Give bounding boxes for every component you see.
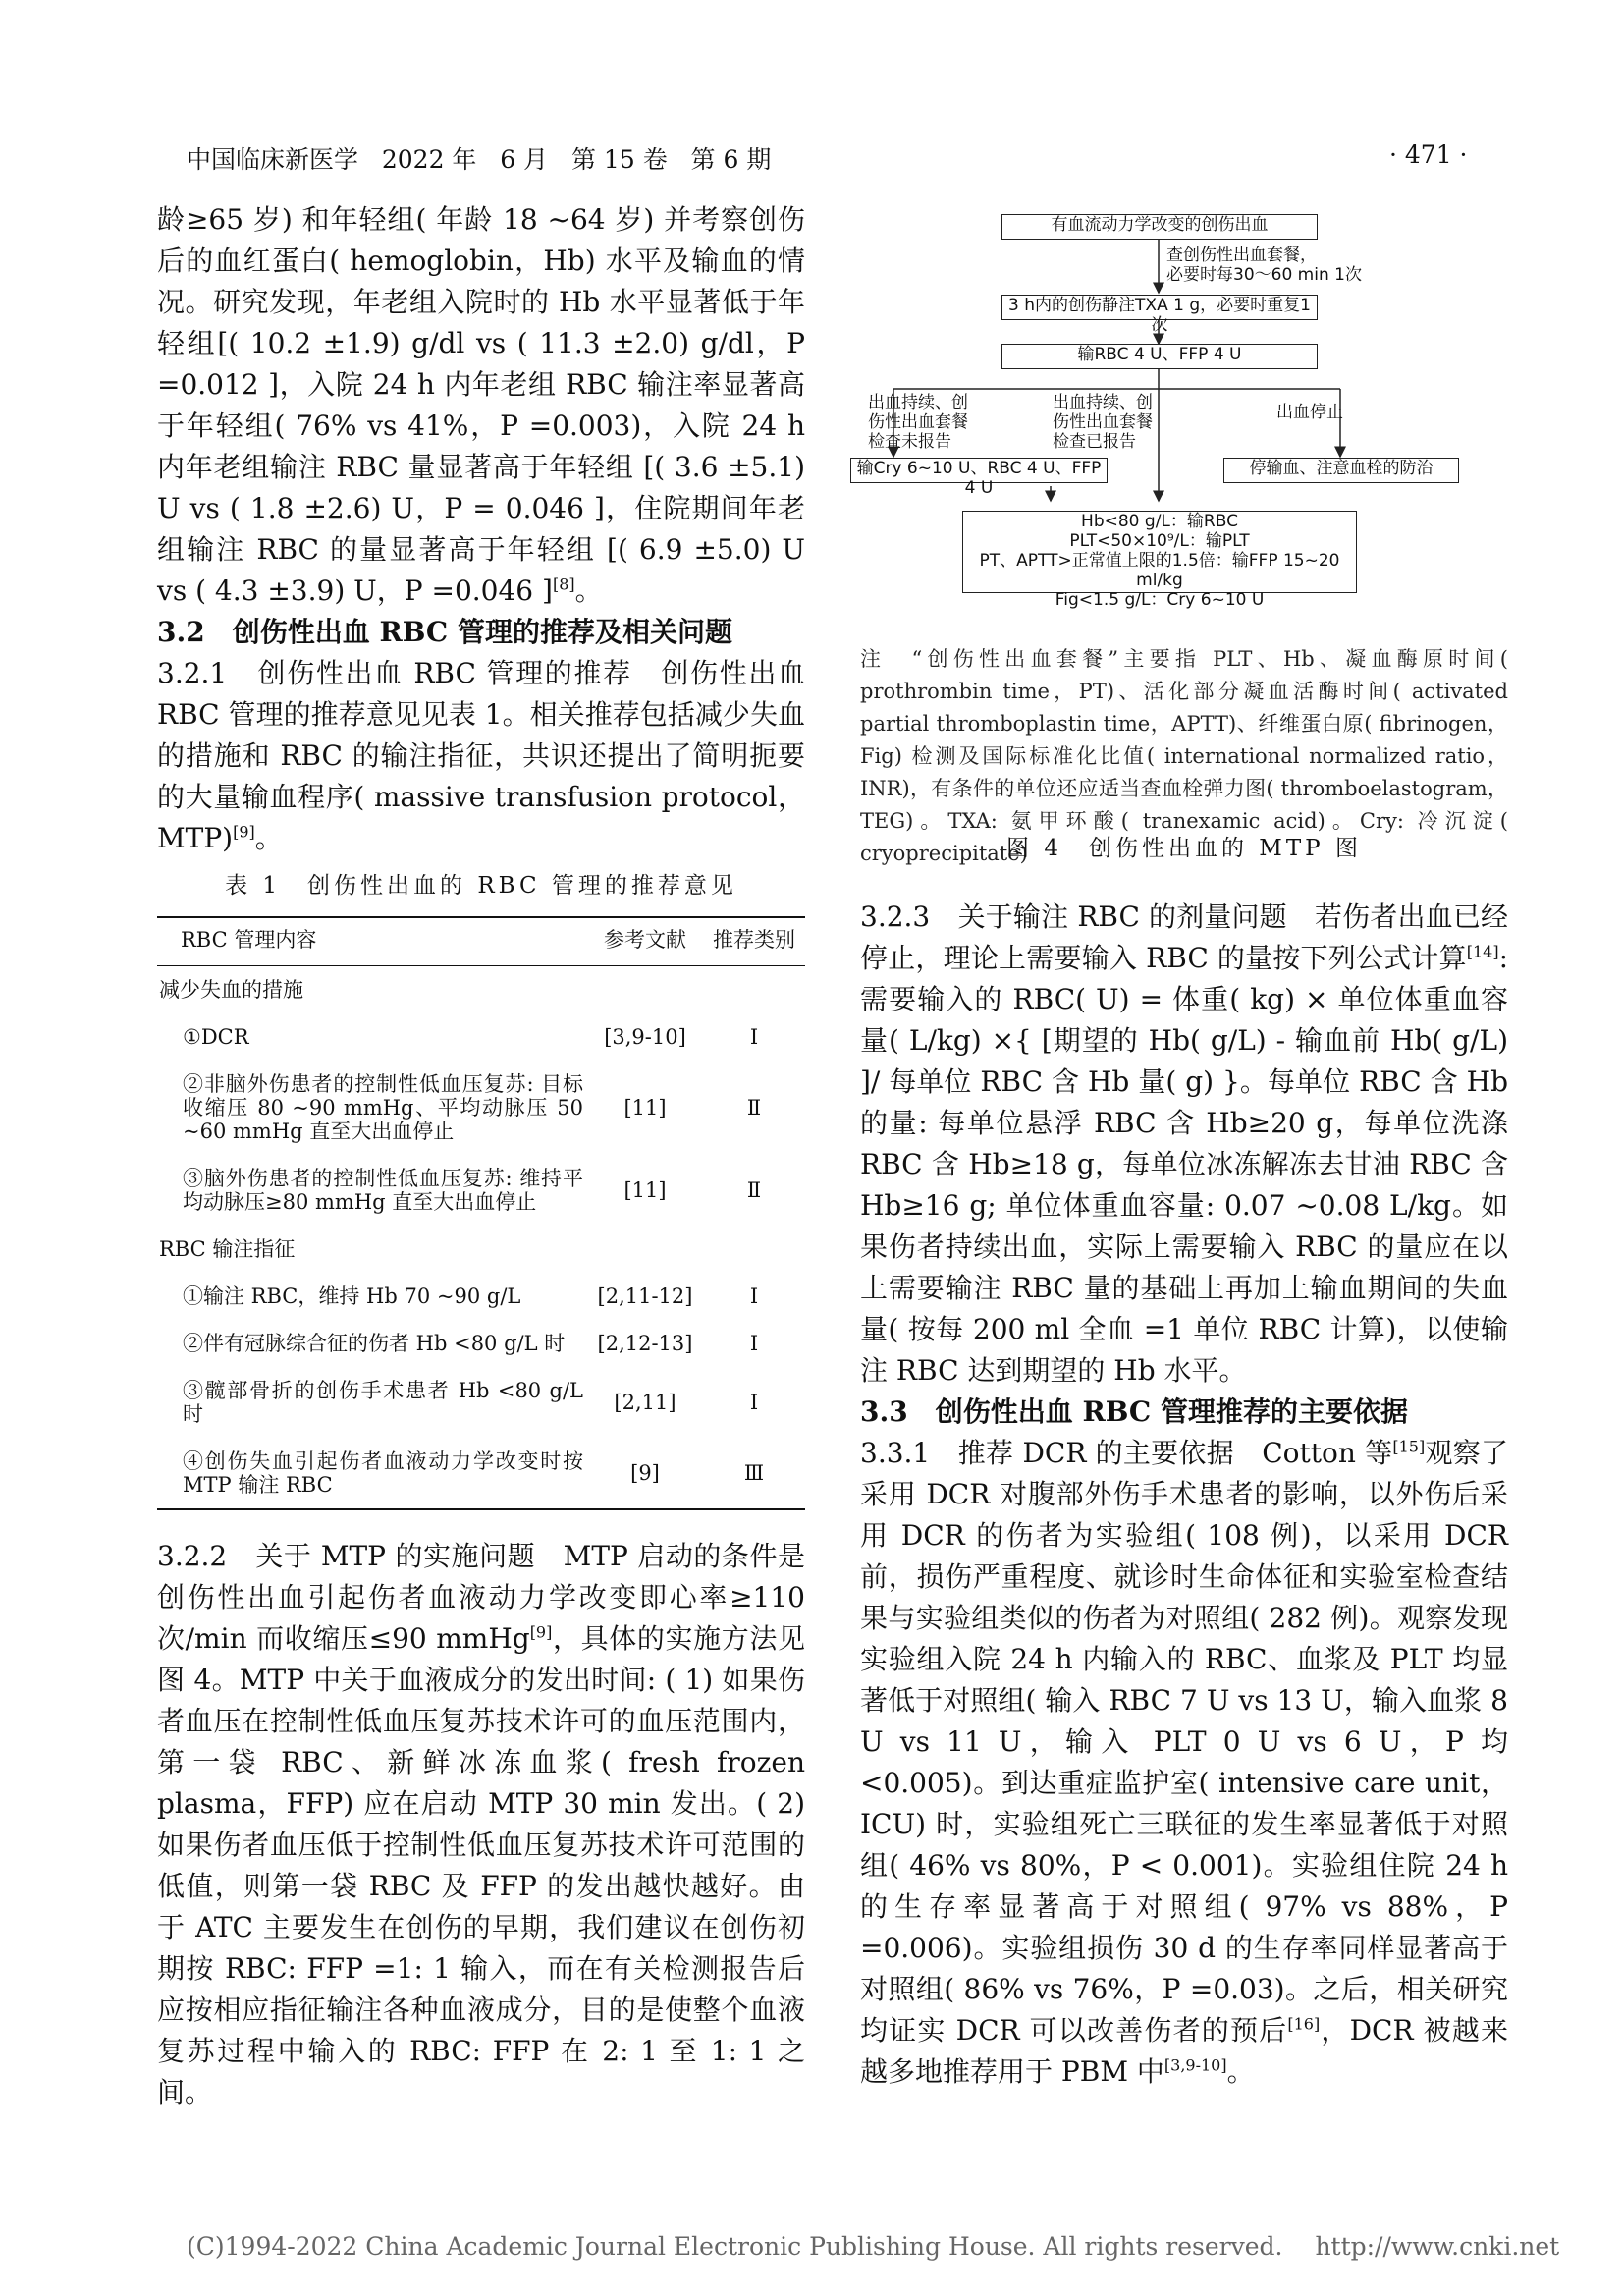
table-cell: [2,11-12] — [597, 1285, 693, 1308]
citation[interactable]: [15] — [1392, 1437, 1426, 1456]
table-cell: Ⅲ — [703, 1438, 805, 1509]
paragraph-age-groups: 龄≥65 岁) 和年轻组( 年龄 18 ~64 岁) 并考察创伤后的血红蛋白( hemoglobin，Hb) 水平及输血的情况。研究发现，年老组入院时的 Hb 水平显著低于年轻组[( 10.2 ±1.9) g/dl vs ( 11.3 ±2.0) g/dl，P =0.012 ]，入院 24 h 内年老组 RBC 输注率显著高于年轻组( 76% vs 41%，P =0.003)，入院 24 h 内年老组输注 RBC 量显著高于年轻组 [( 3.6 ±5.1) U vs ( 1.8 ±2.6) U，P = 0.046 ]，住院期间年老组输注 RBC 的量显著高于年轻组 [( 6.9 ±5.0) U vs ( 4.3 ±3.9) U，P =0.046 ][8]。 — [157, 203, 805, 607]
table-header: RBC 管理内容 — [157, 917, 587, 966]
table-cell: Ⅰ — [749, 1285, 759, 1308]
table-cell: [9] — [587, 1438, 703, 1509]
table-cell: Ⅰ — [749, 1391, 759, 1414]
flow-label-bleeding-stopped: 出血停止 — [1276, 403, 1343, 422]
left-column — [157, 199, 805, 2113]
flow-label-reported: 出血持续、创 伤性出血套餐 检查已报告 — [1053, 393, 1153, 452]
table-cell: ④创伤失血引起伤者血液动力学改变时按 MTP 输注 RBC — [157, 1438, 587, 1509]
journal-year: 2022 年 — [381, 145, 477, 174]
figure-caption: 图 4 创伤性出血的 MTP 图 — [1006, 836, 1362, 861]
journal-month: 6 月 — [500, 145, 549, 174]
section-heading-3-2: 3.2 创伤性出血 RBC 管理的推荐及相关问题 — [157, 616, 732, 648]
page-number: · 471 · — [1389, 140, 1468, 169]
table-cell: [2,11] — [614, 1391, 676, 1414]
flow-label-panel-test: 查创伤性出血套餐， 必要时每30～60 min 1次 — [1166, 246, 1362, 285]
flow-box-txa: 3 h内的创伤静注TXA 1 g，必要时重复1次 — [1001, 295, 1318, 320]
citation[interactable]: [14] — [1466, 942, 1499, 961]
copyright-footer: (C)1994-2022 China Academic Journal Electronic Publishing House. All rights reserved. http://www.cnki.net — [187, 2232, 1560, 2261]
table-group-label: 减少失血的措施 — [159, 978, 303, 1002]
journal-issue: 第 6 期 — [690, 145, 772, 174]
figure-note: 注 “创伤性出血套餐”主要指 PLT、Hb、凝血酶原时间( prothrombin time，PT)、活化部分凝血活酶时间( activated partial thromboplastin time，APTT)、纤维蛋白原( fibrinogen，Fig) 检测及国际标准化比值( international normalized ratio，INR)，有条件的单位还应适当查血栓弹力图( thromboelastogram，TEG)。TXA: 氨甲环酸( tranexamic acid)。Cry: 冷沉淀( cryoprecipitate) — [860, 647, 1508, 865]
table-cell: ①DCR — [183, 1025, 249, 1049]
table-row — [157, 1367, 805, 1438]
citation[interactable]: [9] — [529, 1622, 553, 1642]
table-group-label: RBC 输注指征 — [159, 1237, 296, 1261]
table-cell: [2,12-13] — [597, 1332, 693, 1355]
citation[interactable]: [3,9-10] — [1163, 2055, 1227, 2075]
flow-box-indications: Hb<80 g/L：输RBC PLT<50×10⁹/L：输PLT PT、APTT>正常值上限的1.5倍：输FFP 15~20 ml/kg Fig<1.5 g/L：Cry 6~10 U — [962, 511, 1357, 593]
table-row — [157, 1061, 805, 1155]
journal-volume: 第 15 卷 — [570, 145, 668, 174]
citation[interactable]: [8] — [552, 574, 575, 594]
table-header-row — [157, 917, 805, 966]
table-group-row — [157, 1226, 805, 1273]
table-cell: ③髋部骨折的创伤手术患者 Hb <80 g/L 时 — [183, 1379, 583, 1426]
table-row — [157, 1013, 805, 1061]
flow-box-stop: 停输血、注意血栓的防治 — [1223, 458, 1459, 483]
citation[interactable]: [9] — [233, 822, 255, 842]
table-header: 推荐类别 — [703, 917, 805, 966]
table-cell: Ⅰ — [749, 1332, 759, 1355]
flow-box-cry: 输Cry 6~10 U、RBC 4 U、FFP 4 U — [850, 458, 1108, 483]
table-cell: ③脑外伤患者的控制性低血压复苏: 维持平均动脉压≥80 mmHg 直至大出血停止 — [183, 1167, 583, 1214]
flow-box-start: 有血流动力学改变的创伤出血 — [1001, 214, 1318, 240]
table-cell: [3,9-10] — [604, 1025, 686, 1049]
table-cell: Ⅱ — [746, 1096, 762, 1120]
citation[interactable]: [16] — [1287, 2014, 1321, 2034]
flow-box-rbc-ffp: 输RBC 4 U、FFP 4 U — [1001, 344, 1318, 369]
section-heading-3-3: 3.3 创伤性出血 RBC 管理推荐的主要依据 — [860, 1395, 1408, 1428]
paragraph-3-3-1: 3.3.1 推荐 DCR 的主要依据 Cotton 等[15]观察了采用 DCR 对腹部外伤手术患者的影响，以外伤后采用 DCR 的伤者为实验组( 108 例)，以采用 DCR 前，损伤严重程度、就诊时生命体征和实验室检查结果与实验组类似的伤者为对照组( 282 例)。观察发现实验组入院 24 h 内输入的 RBC、血浆及 PLT 均显著低于对照组( 输入 RBC 7 U vs 13 U，输入血浆 8 U vs 11 U，输入 PLT 0 U vs 6 U，P 均 <0.005)。到达重症监护室( intensive care unit，ICU) 时，实验组死亡三联征的发生率显著低于对照组( 46% vs 80%，P < 0.001)。实验组住院 24 h 的生存率显著高于对照组( 97% vs 88%，P =0.006)。实验组损伤 30 d 的生存率同样显著高于对照组( 86% vs 76%，P =0.03)。之后，相关研究均证实 DCR 可以改善伤者的预后[16]，DCR 被越来越多地推荐用于 PBM 中[3,9-10]。 — [860, 1437, 1508, 2088]
journal-name: 中国临床新医学 — [187, 145, 359, 174]
table-cell: ②伴有冠脉综合征的伤者 Hb <80 g/L 时 — [183, 1332, 566, 1355]
flow-label-not-reported: 出血持续、创 伤性出血套餐 检查未报告 — [868, 393, 968, 452]
table-cell: [11] — [623, 1096, 667, 1120]
right-column — [860, 897, 1508, 2093]
running-header — [187, 140, 771, 176]
paragraph-3-2-3: 3.2.3 关于输注 RBC 的剂量问题 若伤者出血已经停止，理论上需要输入 RBC 的量按下列公式计算[14]: 需要输入的 RBC( U) = 体重( kg) × 单位体重血容量( L/kg) ×{ [期望的 Hb( g/L) - 输血前 Hb( g/L) ]/ 每单位 RBC 含 Hb 量( g) }。每单位 RBC 含 Hb 的量: 每单位悬浮 RBC 含 Hb≥20 g，每单位洗涤 RBC 含 Hb≥18 g，每单位冰冻解冻去甘油 RBC 含 Hb≥16 g; 单位体重血容量: 0.07 ~0.08 L/kg。如果伤者持续出血，实际上需要输入 RBC 的量应在以上需要输注 RBC 量的基础上再加上输血期间的失血量( 按每 200 ml 全血 =1 单位 RBC 计算)，以使输注 RBC 达到期望的 Hb 水平。 — [860, 901, 1508, 1387]
table-row — [157, 1273, 805, 1320]
table-caption: 表 1 创伤性出血的 RBC 管理的推荐意见 — [225, 873, 737, 899]
table-row — [157, 1438, 805, 1509]
paragraph-3-2-1: 3.2.1 创伤性出血 RBC 管理的推荐 创伤性出血 RBC 管理的推荐意见见表 1。相关推荐包括减少失血的措施和 RBC 的输注指征，共识还提出了简明扼要的大量输血程序( massive transfusion protocol，MTP)[9]。 — [157, 657, 805, 854]
table-cell: ①输注 RBC，维持 Hb 70 ~90 g/L — [183, 1285, 521, 1308]
recommendation-table — [157, 916, 805, 1510]
table-cell: ②非脑外伤患者的控制性低血压复苏: 目标收缩压 80 ~90 mmHg、平均动脉压 50 ~60 mmHg 直至大出血停止 — [183, 1072, 583, 1143]
table-row — [157, 1320, 805, 1367]
table-header: 参考文献 — [587, 917, 703, 966]
table-cell: Ⅱ — [746, 1178, 762, 1202]
table-cell: [11] — [623, 1178, 667, 1202]
paragraph-3-2-2: 3.2.2 关于 MTP 的实施问题 MTP 启动的条件是创伤性出血引起伤者血液动力学改变即心率≥110 次/min 而收缩压≤90 mmHg[9]，具体的实施方法见图 4。MTP 中关于血液成分的发出时间: ( 1) 如果伤者血压在控制性低血压复苏技术许可的血压范围内，第一袋 RBC、新鲜冰冻血浆( fresh frozen plasma，FFP) 应在启动 MTP 30 min 发出。( 2) 如果伤者血压低于控制性低血压复苏技术许可范围的低值，则第一袋 RBC 及 FFP 的发出越快越好。由于 ATC 主要发生在创伤的早期，我们建议在创伤初期按 RBC: FFP =1: 1 输入，而在有关检测报告后应按相应指征输注各种血液成分，目的是使整个血液复苏过程中输入的 RBC: FFP 在 2: 1 至 1: 1 之间。 — [157, 1540, 805, 2108]
table-row — [157, 1155, 805, 1226]
table-group-row — [157, 966, 805, 1014]
table-cell: Ⅰ — [749, 1025, 759, 1049]
